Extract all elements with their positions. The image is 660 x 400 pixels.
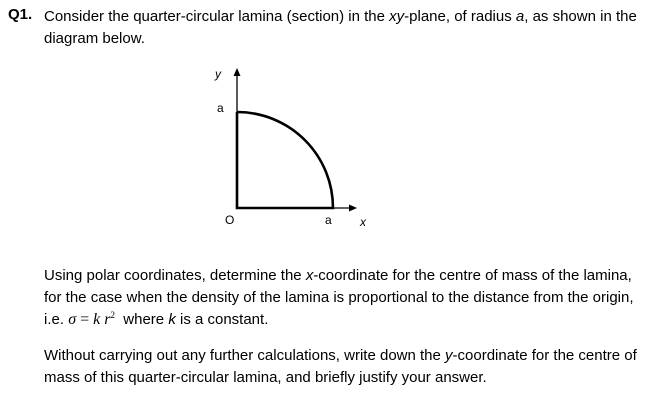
y-axis-arrow	[234, 68, 241, 76]
density-equation	[68, 311, 115, 328]
p2-text-1: Using polar coordinates, determine the	[44, 267, 306, 284]
radius-label-y: a	[217, 101, 224, 115]
x-axis-arrow	[349, 205, 357, 212]
intro-text-2: -plane, of radius	[404, 8, 516, 25]
p2-text-2: -coordinate for the centre of mass of the lamina, for the case when the density of the lamina is proportional to the distance from the origin, i.e.	[44, 267, 634, 328]
eq-r: r	[104, 311, 111, 328]
intro-xy: xy	[389, 8, 405, 25]
y-axis-label: y	[215, 67, 221, 81]
p3-y: y	[445, 347, 453, 364]
quarter-circle-diagram	[195, 60, 395, 235]
equals-sign: =	[76, 311, 94, 328]
p2-k: k	[168, 311, 176, 328]
quarter-circle-lamina	[237, 112, 333, 208]
p2-text-4: is a constant.	[175, 311, 269, 328]
p2-text-3: where	[114, 311, 169, 328]
p3-text-2: -coordinate for the centre of mass of this quarter-circular lamina, and briefly justify your answer.	[44, 347, 637, 386]
paragraph-centre-of-mass-x	[44, 265, 644, 331]
radius-label-x: a	[325, 213, 332, 227]
sigma-symbol: σ	[68, 311, 77, 328]
intro-a: a	[515, 8, 525, 25]
question-intro	[44, 6, 644, 50]
origin-label: O	[225, 213, 235, 227]
intro-text-1: Consider the quarter-circular lamina (section) in the	[44, 8, 390, 25]
p2-x: x	[305, 267, 314, 284]
paragraph-centre-of-mass-y	[44, 345, 644, 389]
eq-k: k	[93, 311, 101, 328]
x-axis-label: x	[360, 215, 366, 229]
intro-text-3: , as shown in the diagram below.	[44, 8, 637, 47]
eq-exponent: 2	[110, 310, 115, 320]
p3-text-1: Without carrying out any further calculations, write down the	[44, 347, 446, 364]
question-number: Q1.	[8, 6, 33, 23]
